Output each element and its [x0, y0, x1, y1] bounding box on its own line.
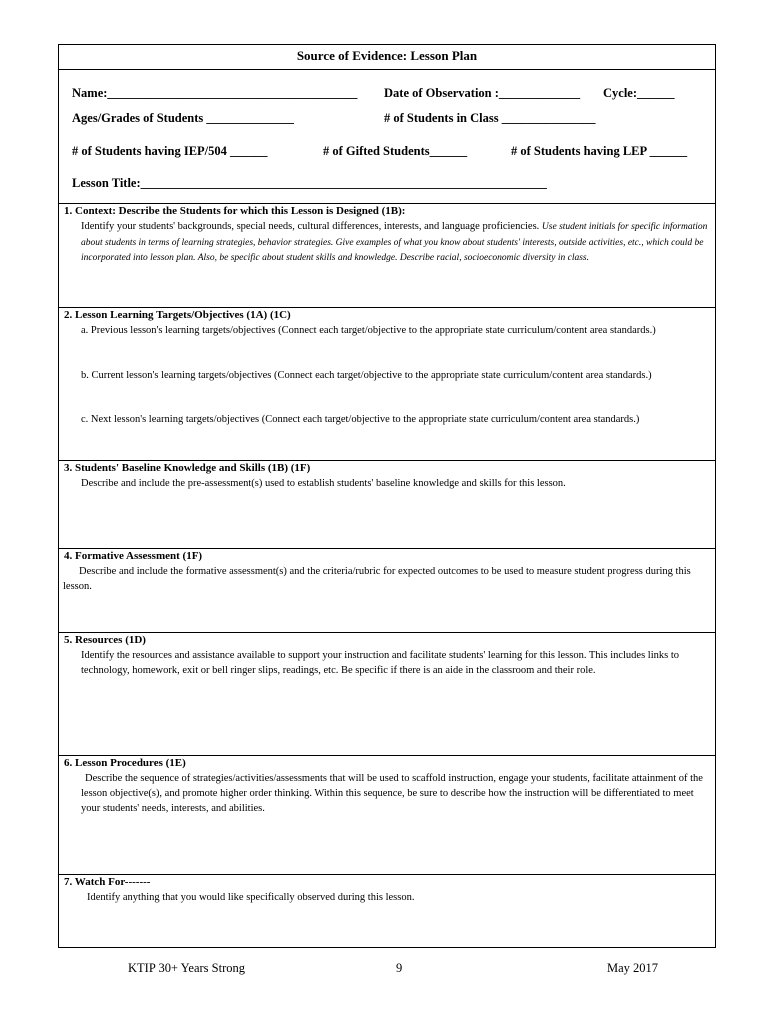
- section-text: Describe and include the formative assessment(s) and the criteria/rubric for expected outcomes to be used to measure student progress during this lesson.: [63, 566, 691, 592]
- lesson-title-field[interactable]: Lesson Title:_________________________________________________________________: [72, 176, 547, 190]
- cycle-field[interactable]: Cycle:______: [603, 86, 675, 100]
- footer-date: May 2017: [607, 961, 659, 975]
- students-in-class-field[interactable]: # of Students in Class _______________: [384, 111, 596, 125]
- context-instructions: Identify your students' backgrounds, special needs, cultural differences, interests, and language proficiencies.: [81, 221, 540, 232]
- section-formative-assessment: [59, 548, 715, 632]
- section-text: Identify the resources and assistance available to support your instruction and facilitate students' learning for this lesson. This includes links to technology, homework, exit or bell ringer slips, readings, etc. Be specific if there is an aide in the classroom and their role.: [81, 650, 680, 676]
- section-text: [81, 219, 711, 266]
- ages-grades-field[interactable]: Ages/Grades of Students ______________: [72, 111, 294, 125]
- section-resources: [59, 632, 715, 755]
- section-heading: 3. Students' Baseline Knowledge and Skills (1B) (1F): [64, 462, 311, 474]
- lesson-plan-form: [58, 44, 716, 948]
- footer-left: KTIP 30+ Years Strong: [128, 961, 246, 975]
- iep-field[interactable]: # of Students having IEP/504 ______: [72, 144, 268, 158]
- section-heading: 2. Lesson Learning Targets/Objectives (1A) (1C): [64, 309, 291, 321]
- section-lesson-procedures: [59, 755, 715, 874]
- section-heading: 6. Lesson Procedures (1E): [64, 757, 186, 769]
- section-baseline-knowledge: [59, 460, 715, 548]
- section-context: [59, 203, 715, 307]
- section-heading: 4. Formative Assessment (1F): [64, 550, 203, 562]
- gifted-students-field[interactable]: # of Gifted Students______: [323, 144, 468, 158]
- section-text: Describe and include the pre-assessment(s) used to establish students' baseline knowledge and skills for this lesson.: [81, 478, 566, 489]
- previous-lesson-targets: a. Previous lesson's learning targets/objectives (Connect each target/objective to the appropriate state curriculum/content area standards.): [81, 325, 656, 336]
- context-italic-instructions: Use student initials for specific information about students in terms of learning strategies, behavior strategies. Give examples of what you know about students' interests, outside activities, etc., which could be incorporated into lesson plan. Also, be specific about student skills and knowledge. Describe racial, socioeconomic diversity in class.: [81, 222, 708, 263]
- section-heading: 7. Watch For-------: [64, 876, 151, 888]
- section-text: Describe the sequence of strategies/activities/assessments that will be used to scaffold instruction, engage your students, facilitate attainment of the lesson objective(s), and promote higher order thinking. Within this sequence, be sure to describe how the instruction will be differentiated to meet your students' needs, interests, and abilities.: [81, 773, 703, 814]
- section-heading: 5. Resources (1D): [64, 634, 146, 646]
- section-watch-for: [59, 874, 715, 947]
- section-heading: 1. Context: Describe the Students for which this Lesson is Designed (1B):: [64, 205, 406, 217]
- next-lesson-targets: c. Next lesson's learning targets/objectives (Connect each target/objective to the appropriate state curriculum/content area standards.): [81, 414, 640, 425]
- page-number: 9: [396, 961, 403, 975]
- date-of-observation-field[interactable]: Date of Observation :_____________: [384, 86, 581, 100]
- section-learning-targets: [59, 307, 715, 460]
- section-text: Identify anything that you would like specifically observed during this lesson.: [87, 892, 415, 903]
- current-lesson-targets: b. Current lesson's learning targets/objectives (Connect each target/objective to the appropriate state curriculum/content area standards.): [81, 370, 652, 381]
- name-field[interactable]: Name:________________________________________: [72, 86, 358, 100]
- lep-field[interactable]: # of Students having LEP ______: [511, 144, 688, 158]
- form-title: Source of Evidence: Lesson Plan: [296, 48, 478, 63]
